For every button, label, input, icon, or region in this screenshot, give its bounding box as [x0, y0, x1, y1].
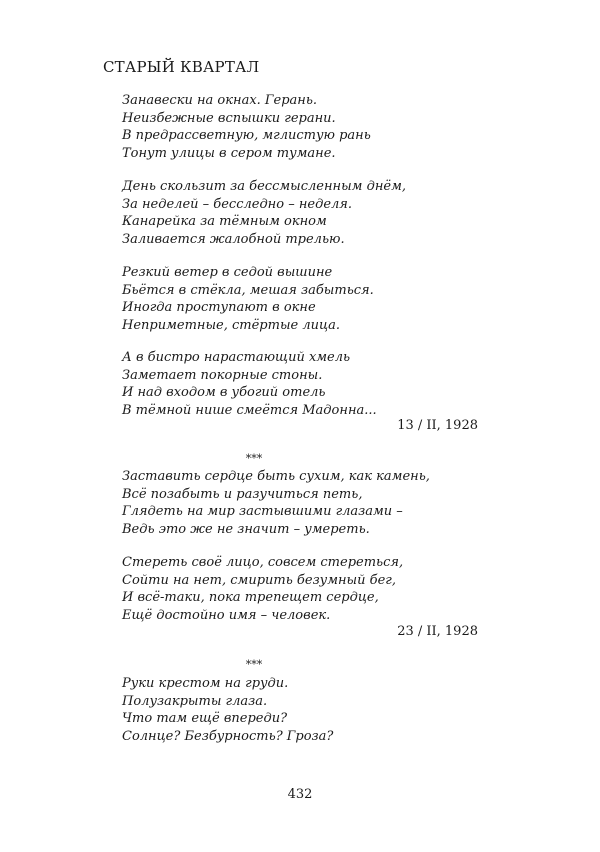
verse-line: Неизбежные вспышки герани.	[122, 110, 336, 126]
verse-line: День скользит за бессмысленным днём,	[122, 179, 406, 194]
verse-line: Стереть своё лицо, совсем стереться,	[122, 555, 404, 570]
verse-line: В тёмной нише смеётся Мадонна...	[122, 402, 377, 418]
verse-line: Глядеть на мир застывшими глазами –	[122, 504, 403, 520]
verse-line: Резкий ветер в седой вышине	[122, 265, 333, 280]
poem1-stanza-4	[122, 349, 377, 419]
verse-line: Бьётся в стёкла, мешая забыться.	[122, 282, 374, 298]
verse-line: Иногда проступают в окне	[122, 300, 316, 316]
verse-line: За неделей – бесследно – неделя.	[122, 196, 353, 212]
page-number: 432	[287, 787, 313, 802]
poem1-date: 13 / II, 1928	[397, 418, 478, 433]
verse-line: Руки крестом на груди.	[122, 676, 289, 691]
section-separator: ***	[245, 658, 263, 671]
verse-line: Солнце? Безбурность? Гроза?	[122, 728, 334, 744]
verse-line: Всё позабыть и разучиться петь,	[122, 486, 363, 502]
verse-line: И всё-таки, пока трепещет сердце,	[122, 590, 379, 606]
poem2-stanza-2	[122, 554, 403, 624]
verse-line: Сойти на нет, смирить безумный бег,	[122, 572, 396, 588]
poem-title: СТАРЫЙ КВАРТАЛ	[103, 58, 260, 76]
poem2-stanza-1	[122, 468, 430, 538]
verse-line: Заливается жалобной трелью.	[122, 231, 345, 247]
verse-line: Заставить сердце быть сухим, как камень,	[122, 469, 430, 484]
verse-line: И над входом в убогий отель	[122, 385, 326, 401]
verse-line: Занавески на окнах. Герань.	[122, 93, 318, 108]
verse-line: Заметает покорные стоны.	[122, 367, 323, 383]
verse-line: Канарейка за тёмным окном	[122, 214, 327, 230]
verse-line: Полузакрыты глаза.	[122, 693, 268, 709]
poem1-stanza-3	[122, 264, 374, 334]
verse-line: Ещё достойно имя – человек.	[122, 607, 331, 623]
section-separator: ***	[245, 452, 263, 465]
verse-line: Тонут улицы в сером тумане.	[122, 145, 336, 161]
poem2-date: 23 / II, 1928	[397, 624, 478, 639]
poem1-stanza-2	[122, 178, 406, 248]
verse-line: Что там ещё впереди?	[122, 711, 288, 727]
verse-line: Ведь это же не значит – умереть.	[122, 521, 370, 537]
verse-line: А в бистро нарастающий хмель	[122, 350, 351, 365]
verse-line: Неприметные, стёртые лица.	[122, 317, 340, 333]
poem3-stanza-1	[122, 675, 333, 745]
poem1-stanza-1	[122, 92, 371, 162]
verse-line: В предрассветную, мглистую рань	[122, 128, 371, 144]
